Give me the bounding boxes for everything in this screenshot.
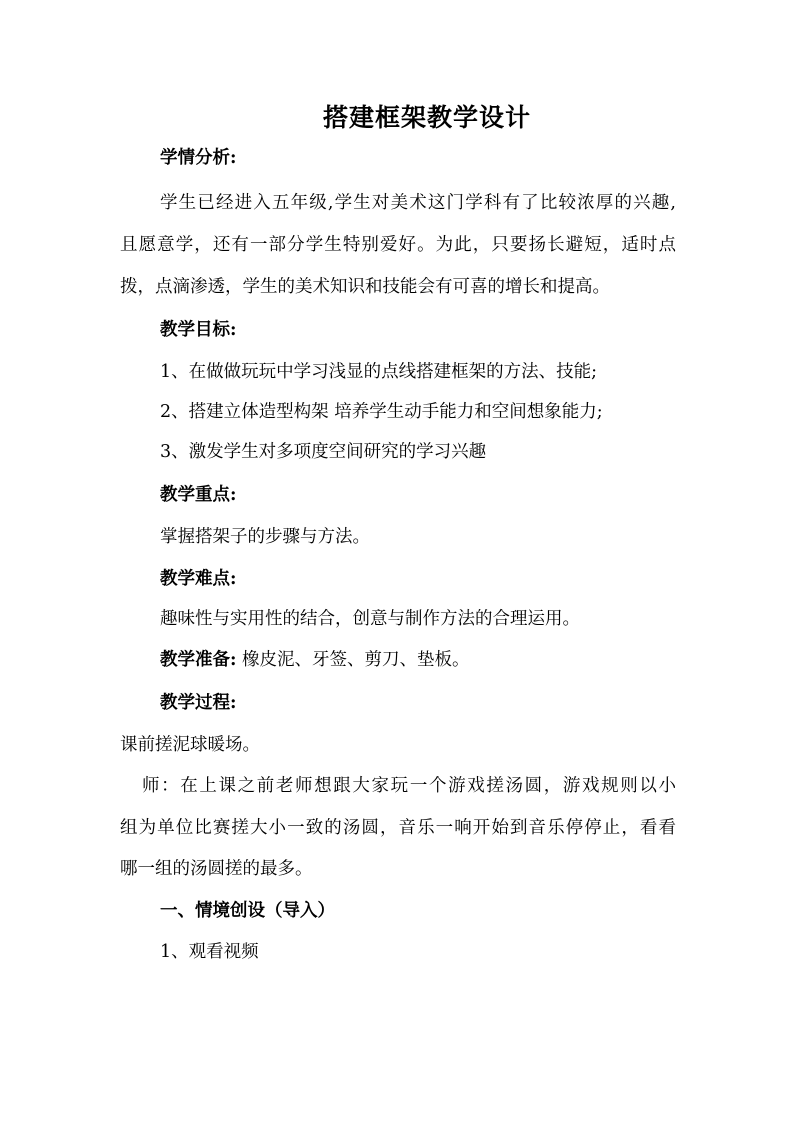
goal-item-1: 1、在做做玩玩中学习浅显的点线搭建框架的方法、技能; <box>160 362 598 382</box>
difficulty-heading: 教学难点: <box>160 569 237 589</box>
prep-line <box>160 648 470 672</box>
analysis-line-3: 拨，点滴渗透，学生的美术知识和技能会有可喜的增长和提高。 <box>120 277 610 297</box>
analysis-heading: 学情分析: <box>160 148 237 168</box>
key-text: 掌握搭架子的步骤与方法。 <box>160 527 370 547</box>
part1-heading: 一、情境创设（导入） <box>160 901 335 921</box>
prep-heading: 教学准备: <box>160 650 237 670</box>
document-title: 搭建框架教学设计 <box>322 103 531 132</box>
goals-heading: 教学目标: <box>160 320 237 340</box>
teacher-line-1: 师：在上课之前老师想跟大家玩一个游戏搓汤圆，游戏规则以小 <box>142 776 676 796</box>
analysis-line-1: 学生已经进入五年级,学生对美术这门学科有了比较浓厚的兴趣, <box>160 193 676 213</box>
teacher-line-2: 组为单位比赛搓大小一致的汤圆，音乐一响开始到音乐停停止，看看 <box>120 818 676 838</box>
teacher-line-3: 哪一组的汤圆搓的最多。 <box>120 859 313 879</box>
goal-item-2: 2、搭建立体造型构架 培养学生动手能力和空间想象能力; <box>160 402 603 422</box>
process-heading: 教学过程: <box>160 693 237 713</box>
key-heading: 教学重点: <box>160 485 237 505</box>
warmup-text: 课前搓泥球暖场。 <box>120 735 260 755</box>
analysis-line-2: 且愿意学，还有一部分学生特别爱好。为此，只要扬长避短，适时点 <box>120 235 676 255</box>
prep-text: 橡皮泥、牙签、剪刀、垫板。 <box>236 650 470 670</box>
part1-item-1: 1、观看视频 <box>160 942 259 962</box>
difficulty-text: 趣味性与实用性的结合，创意与制作方法的合理运用。 <box>160 609 580 629</box>
goal-item-3: 3、激发学生对多项度空间研究的学习兴趣 <box>160 442 487 462</box>
